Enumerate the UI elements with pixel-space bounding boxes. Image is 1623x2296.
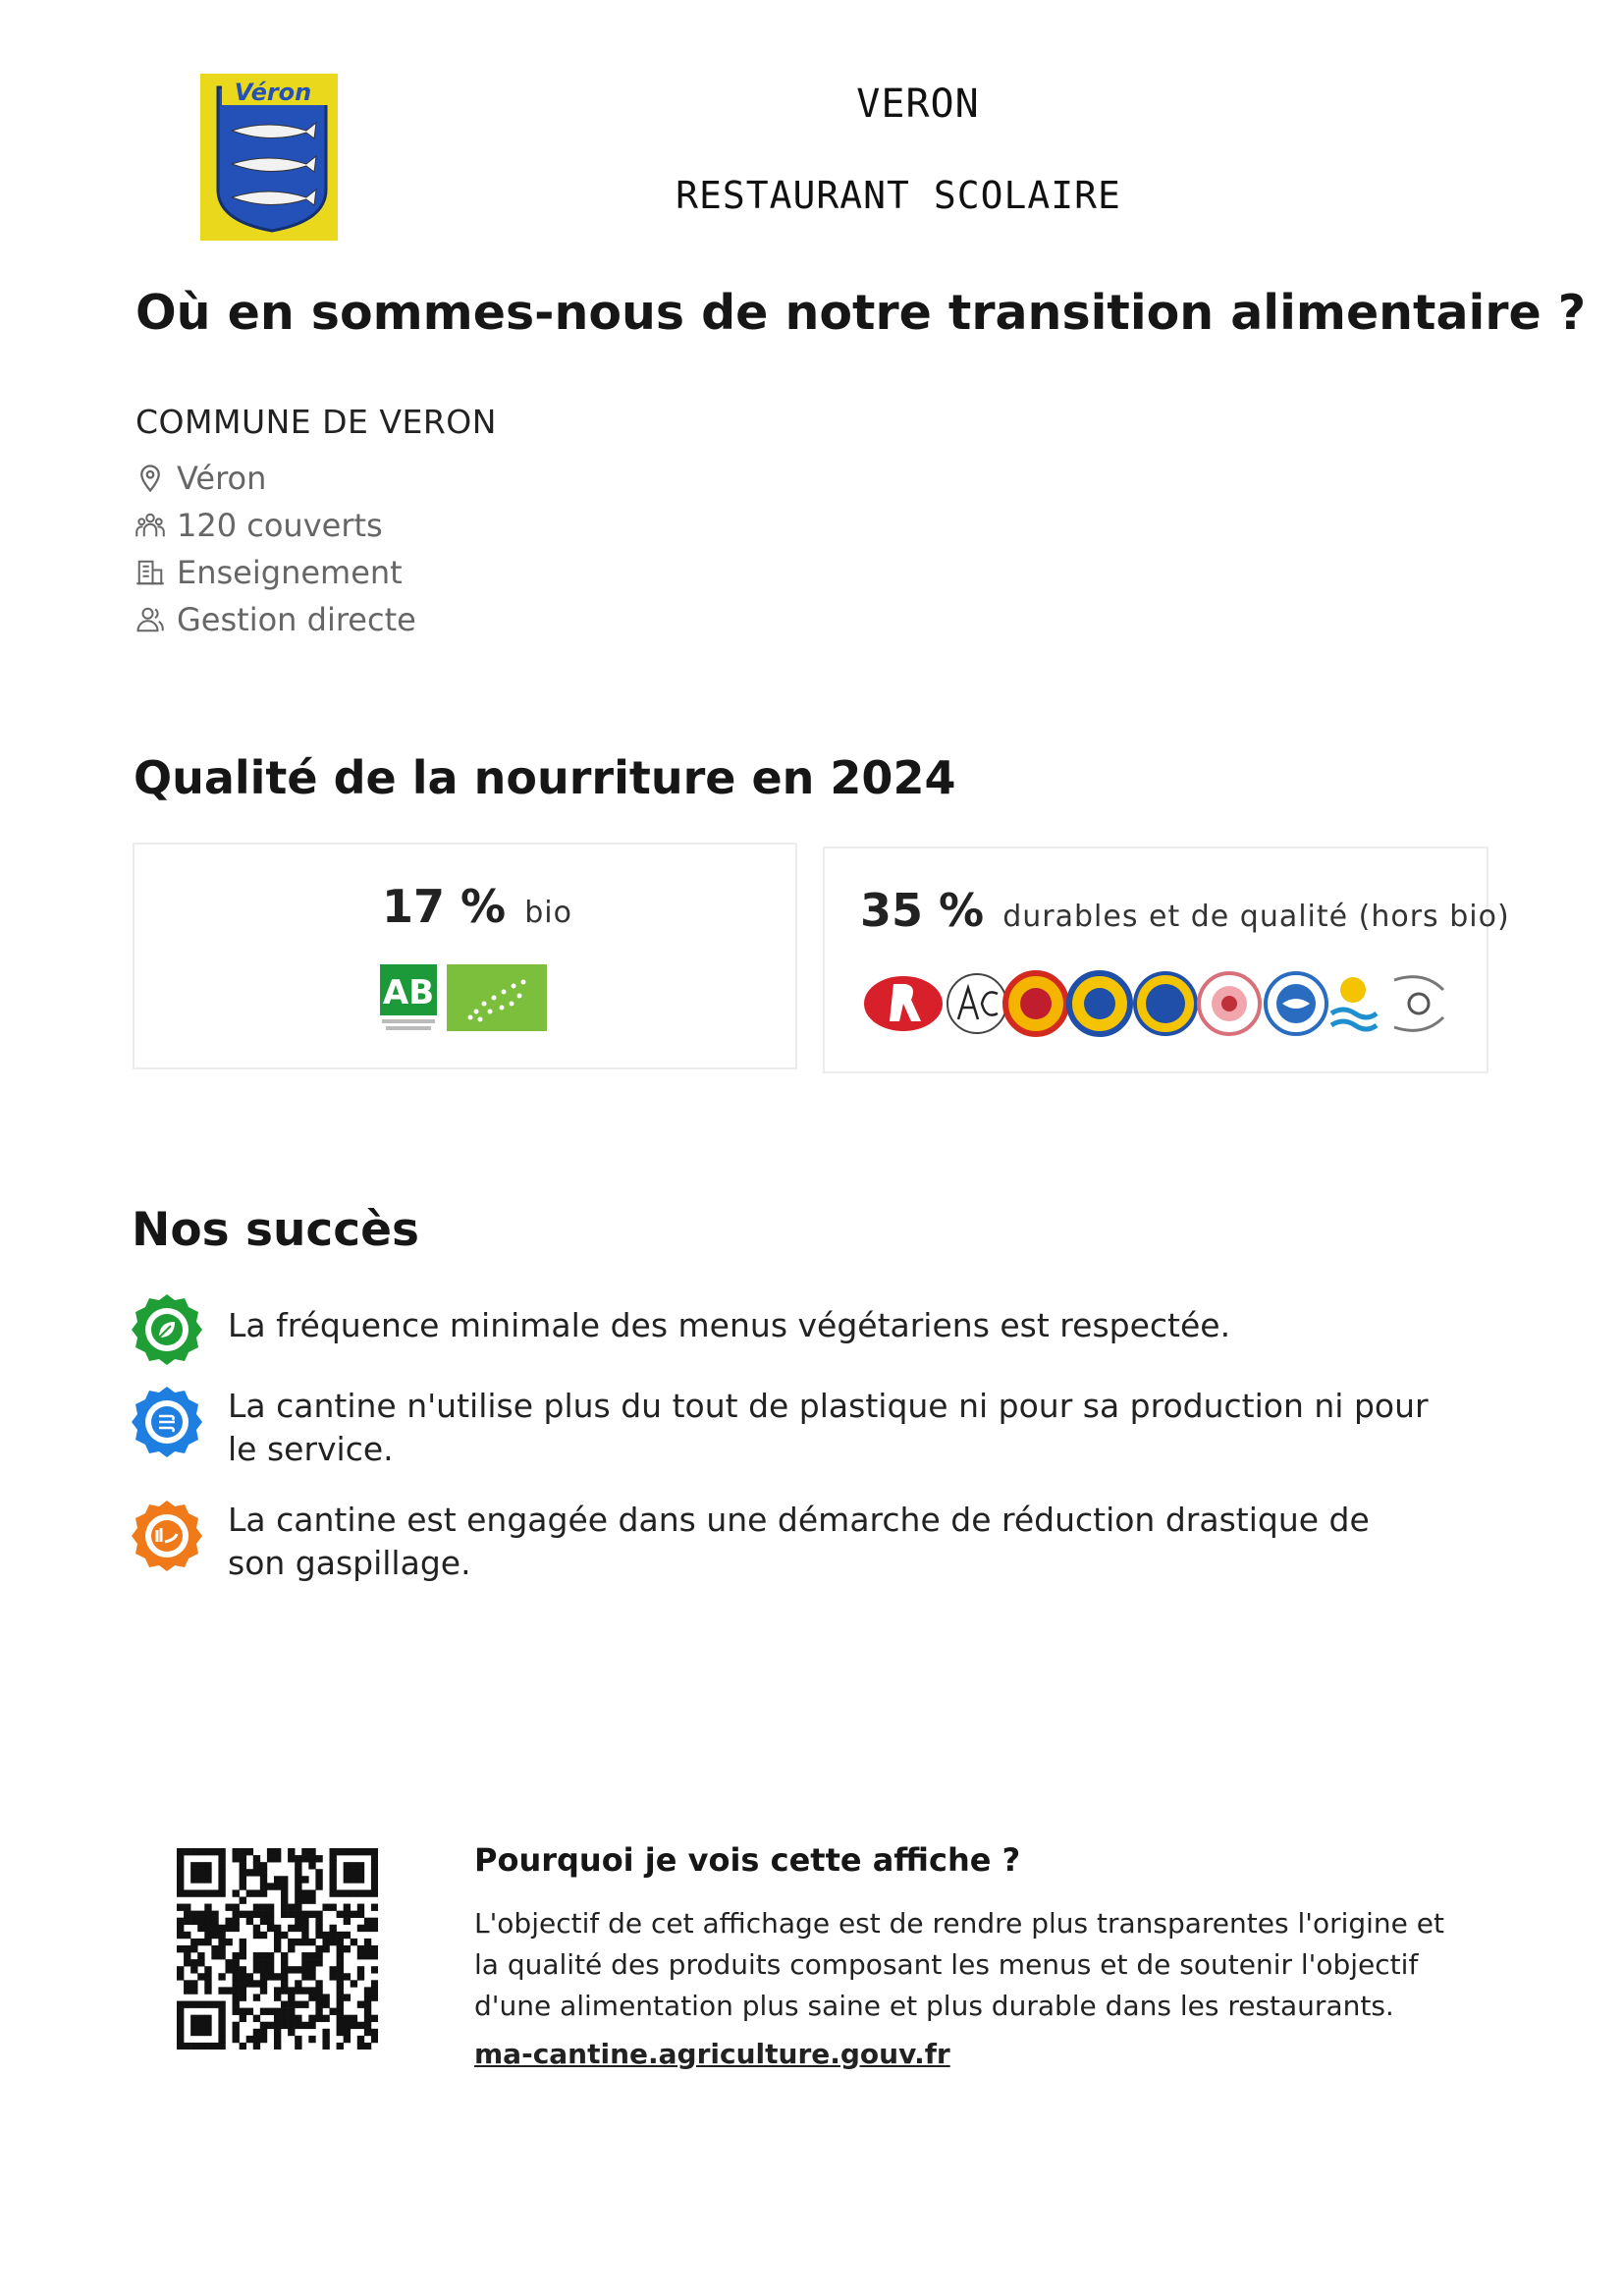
bio-stat xyxy=(382,880,572,933)
restaurant-type: RESTAURANT SCOLAIRE xyxy=(676,174,1121,217)
stg-seal-icon xyxy=(1135,973,1196,1034)
durable-stat xyxy=(860,884,1510,937)
farm-product-icon xyxy=(1199,973,1260,1034)
ma-cantine-link[interactable]: ma-cantine.agriculture.gouv.fr xyxy=(474,2038,950,2070)
user-icon xyxy=(135,605,165,634)
durable-percent: 35 % xyxy=(860,884,985,937)
aop-seal-icon xyxy=(1005,973,1066,1034)
bio-percent: 17 % xyxy=(382,880,507,933)
label-rouge-icon xyxy=(864,976,943,1031)
aoc-icon xyxy=(947,974,1006,1033)
management-text: Gestion directe xyxy=(177,601,416,638)
quality-heading: Qualité de la nourriture en 2024 xyxy=(134,751,956,804)
location-text: Véron xyxy=(177,460,267,497)
ab-logo-text: AB xyxy=(382,973,435,1012)
fair-trade-icon xyxy=(1394,977,1443,1031)
sustainable-fishing-icon xyxy=(1266,973,1326,1034)
durable-label: durables et de qualité (hors bio) xyxy=(1002,900,1510,934)
success-item-vegetarian xyxy=(130,1292,1435,1367)
eu-organic-leaf-logo xyxy=(447,964,547,1031)
covers-text: 120 couverts xyxy=(177,507,383,544)
people-icon xyxy=(135,511,165,540)
success-text-plastic: La cantine n'utilise plus du tout de plastique ni pour sa production ni pour le service. xyxy=(228,1387,1429,1468)
location-pin-icon xyxy=(135,464,165,493)
successes-heading: Nos succès xyxy=(132,1203,419,1257)
town-name: VERON xyxy=(856,82,980,127)
outermost-regions-icon xyxy=(1331,977,1377,1029)
plastic-free-badge-icon xyxy=(130,1385,204,1459)
success-item-waste xyxy=(130,1499,1435,1585)
success-text-vegetarian: La fréquence minimale des menus végétariens est respectée. xyxy=(228,1306,1231,1344)
igp-seal-icon xyxy=(1069,973,1130,1034)
meta-location xyxy=(135,458,266,499)
why-text: L'objectif de cet affichage est de rendre plus transparentes l'origine et la qualité des produits composant les menus et de soutenir l'objectif d'une alimentation plus saine et plus durable dans les restaurants. xyxy=(474,1907,1444,2022)
organization-name: COMMUNE DE VERON xyxy=(135,403,497,441)
page-title: Où en sommes-nous de notre transition alimentaire ? xyxy=(135,285,1587,341)
ab-logo xyxy=(380,964,437,1033)
bio-label: bio xyxy=(524,896,572,930)
meta-covers xyxy=(135,505,383,546)
why-title: Pourquoi je vois cette affiche ? xyxy=(474,1841,1021,1879)
bio-card xyxy=(133,843,797,1069)
durable-card xyxy=(823,847,1510,1073)
success-text-waste: La cantine est engagée dans une démarche de réduction drastique de son gaspillage. xyxy=(228,1501,1370,1582)
town-crest-logo xyxy=(200,74,338,241)
success-item-plastic xyxy=(130,1385,1435,1471)
meta-sector xyxy=(135,552,403,593)
crest-text: Véron xyxy=(234,79,312,106)
building-icon xyxy=(135,558,165,587)
qr-code[interactable] xyxy=(177,1848,378,2050)
leaf-badge-icon xyxy=(130,1292,204,1367)
sector-text: Enseignement xyxy=(177,554,403,591)
quality-labels-logos xyxy=(864,964,1453,1043)
meta-management xyxy=(135,599,416,640)
waste-reduction-badge-icon xyxy=(130,1499,204,1573)
